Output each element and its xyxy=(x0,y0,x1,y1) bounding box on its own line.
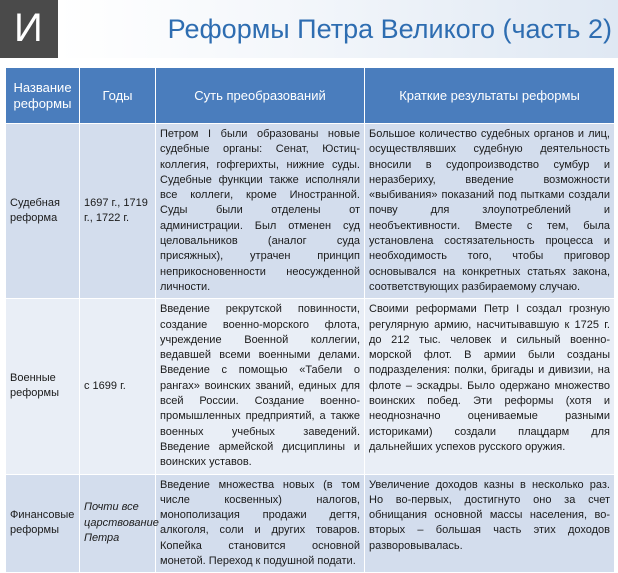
reform-results: Увеличение доходов казны в несколько раз. Но во-первых, достигнуто оно за счет обнищания основной массы населения, во-вторых – большая часть этих доходов разворовывалась. xyxy=(365,474,615,573)
column-header-years: Годы xyxy=(80,68,156,124)
reform-years: с 1699 г. xyxy=(80,299,156,474)
logo-letter: И xyxy=(14,6,43,50)
logo xyxy=(0,0,58,58)
page-title: Реформы Петра Великого (часть 2) xyxy=(167,14,612,44)
reform-years: 1697 г., 1719 г., 1722 г. xyxy=(80,124,156,299)
column-header-essence: Суть преобразований xyxy=(156,68,365,124)
reform-name: Военные реформы xyxy=(6,299,80,474)
reform-years: Почти все царствование Петра xyxy=(80,474,156,573)
reform-results: Своими реформами Петр I создал грозную регулярную армию, насчитывавшую к 1725 г. до 212 тыс. человек и сильный военно-морской флот. В армии были созданы подразделения: полки, бригады и дивизии, на флоте – эскадры. Было одержано множество воинских побед. Эти реформы (хотя и неоднозначно оцениваемые разными историками) создали плацдарм для дальнейших успехов русского оружия. xyxy=(365,299,615,474)
column-header-results: Краткие результаты реформы xyxy=(365,68,615,124)
table-header-row xyxy=(6,68,615,124)
reform-essence: Введение множества новых (в том числе косвенных) налогов, монополизация продажи дегтя, алкоголя, соли и других товаров. Копейка становится основной монетой. Переход к подушной подати. xyxy=(156,474,365,573)
reform-results: Большое количество судебных органов и лиц, осуществлявших судебную деятельность вносили в судопроизводство сумбур и неразбериху, введение возможности «выбивания» показаний под пытками создали почву для злоупотреблений и необъективности. Вместе с тем, была установлена состязательность процесса и необходимость того, чтобы приговор основывался на конкретных статьях закона, соответствующих разбираемому случаю. xyxy=(365,124,615,299)
table-row xyxy=(6,474,615,573)
table-row xyxy=(6,299,615,474)
reform-essence: Петром I были образованы новые судебные органы: Сенат, Юстиц-коллегия, гофгерихты, нижние суды. Судебные функции также исполняли все коллеги, кроме Иностранной. Суды были отделены от администрации. Был отменен суд целовальников (аналог суда присяжных), утрачен принцип неприкосновенности неосужденной личности. xyxy=(156,124,365,299)
column-header-name: Название реформы xyxy=(6,68,80,124)
reforms-table xyxy=(5,67,615,573)
header xyxy=(0,0,618,64)
title-bar xyxy=(58,0,618,58)
reform-essence: Введение рекрутской повинности, создание военно-морского флота, учреждение Военной коллегии, ведавшей всеми военными делами. Введение с помощью «Табели о рангах» воинских званий, единых для всей России. Создание военно-промышленных предприятий, а также военных учебных заведений. Введение армейской дисциплины и воинских уставов. xyxy=(156,299,365,474)
table-row xyxy=(6,124,615,299)
reform-name: Судебная реформа xyxy=(6,124,80,299)
reform-name: Финансовые реформы xyxy=(6,474,80,573)
